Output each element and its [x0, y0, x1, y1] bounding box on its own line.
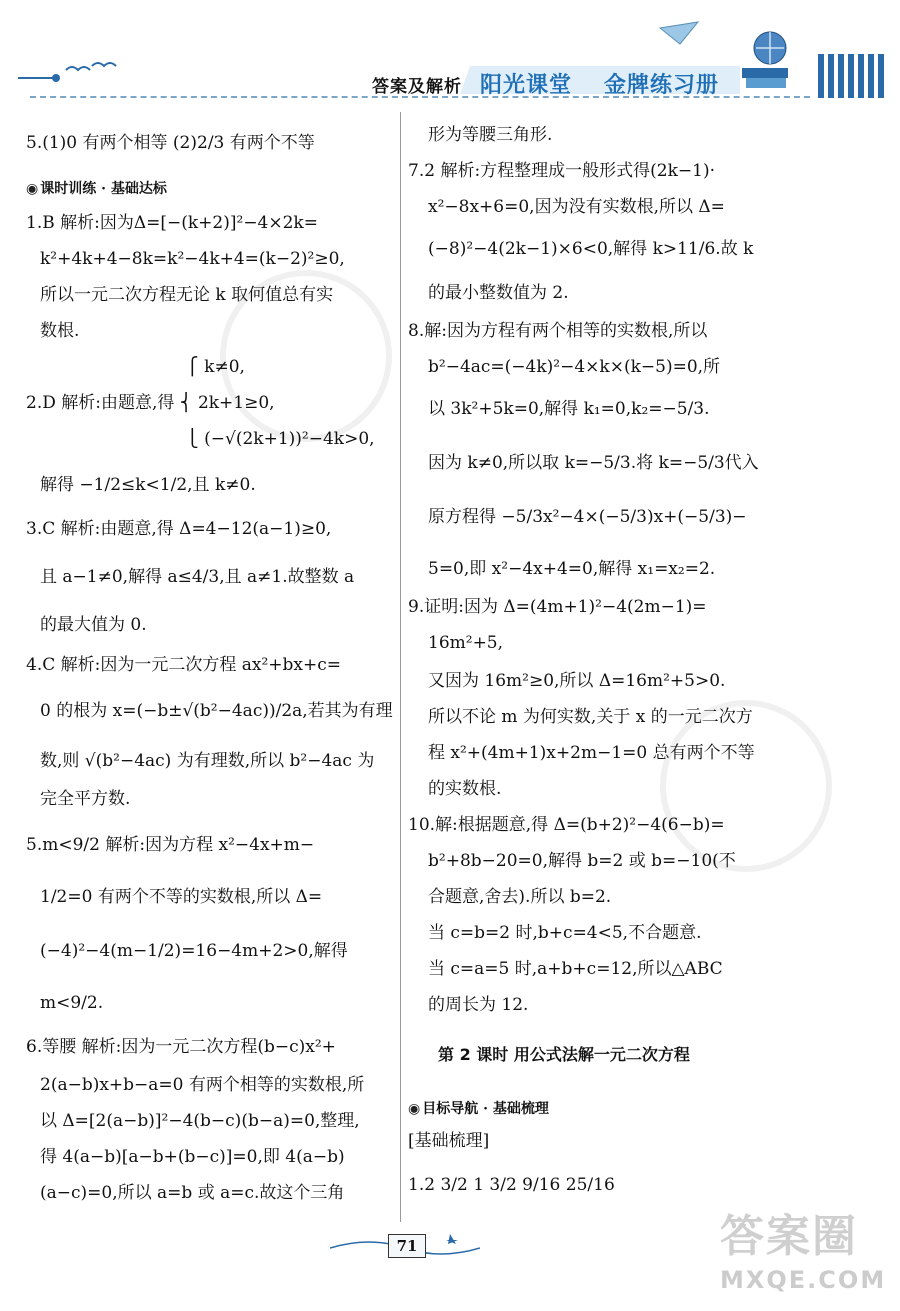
text-line: 2.D 解析:由题意,得 ⎨ 2k+1≥0, [26, 393, 275, 413]
header-section-title: 答案及解析 [372, 77, 462, 97]
text-line: 当 c=a=5 时,a+b+c=12,所以△ABC [428, 959, 723, 979]
text-line: 所以一元二次方程无论 k 取何值总有实 [40, 285, 334, 305]
text-line: ⎧ k≠0, [186, 357, 245, 377]
text-line: 的实数根. [428, 779, 502, 799]
text-line: 以 3k²+5k=0,解得 k₁=0,k₂=−5/3. [428, 399, 710, 419]
text-line: 16m²+5, [428, 633, 504, 653]
text-line: 1/2=0 有两个不等的实数根,所以 Δ= [40, 887, 323, 907]
text-line: 程 x²+(4m+1)x+2m−1=0 总有两个不等 [428, 743, 755, 763]
text-line: 5=0,即 x²−4x+4=0,解得 x₁=x₂=2. [428, 559, 716, 579]
text-line: 3.C 解析:由题意,得 Δ=4−12(a−1)≥0, [26, 519, 332, 539]
text-line: 的最小整数值为 2. [428, 283, 569, 303]
text-line: (−8)²−4(2k−1)×6<0,解得 k>11/6.故 k [428, 239, 754, 259]
text-line: 9.证明:因为 Δ=(4m+1)²−4(2m−1)= [408, 597, 707, 617]
brand-name-left: 阳光课堂 [480, 72, 573, 98]
paper-plane-icon [658, 20, 718, 50]
text-line: 1.B 解析:因为Δ=[−(k+2)]²−4×2k= [26, 213, 318, 233]
site-watermark [720, 1200, 887, 1294]
watermark-main: 答案圈 [720, 1211, 858, 1262]
text-line: (a−c)=0,所以 a=b 或 a=c.故这个三角 [40, 1183, 345, 1203]
text-line: (−4)²−4(m−1/2)=16−4m+2>0,解得 [40, 941, 348, 961]
text-line: [基础梳理] [408, 1131, 490, 1151]
page-number: 71 [388, 1234, 426, 1258]
text-line: 8.解:因为方程有两个相等的实数根,所以 [408, 321, 708, 341]
text-line: 1.2 3/2 1 3/2 9/16 25/16 [408, 1175, 615, 1195]
text-line: 0 的根为 x=(−b±√(b²−4ac))/2a,若其为有理 [40, 701, 393, 721]
text-line: b²+8b−20=0,解得 b=2 或 b=−10(不 [428, 851, 736, 871]
text-line: 得 4(a−b)[a−b+(b−c)]=0,即 4(a−b) [40, 1147, 345, 1167]
text-line: 的周长为 12. [428, 995, 529, 1015]
header-stripes [818, 54, 888, 98]
text-line: 合题意,舍去).所以 b=2. [428, 887, 612, 907]
text-line: 第 2 课时 用公式法解一元二次方程 [438, 1045, 690, 1064]
text-line: 又因为 16m²≥0,所以 Δ=16m²+5>0. [428, 671, 726, 691]
text-line: x²−8x+6=0,因为没有实数根,所以 Δ= [428, 197, 725, 217]
text-line: 2(a−b)x+b−a=0 有两个相等的实数根,所 [40, 1075, 365, 1095]
text-line: 5.(1)0 有两个相等 (2)2/3 有两个不等 [26, 133, 315, 153]
text-line: k²+4k+4−8k=k²−4k+4=(k−2)²≥0, [40, 249, 345, 269]
text-line: 7.2 解析:方程整理成一般形式得(2k−1)· [408, 161, 716, 181]
text-line: ◉ 目标导航 · 基础梳理 [408, 1098, 549, 1120]
text-line: b²−4ac=(−4k)²−4×k×(k−5)=0,所 [428, 357, 721, 377]
page-header [0, 0, 900, 110]
text-line: 当 c=b=2 时,b+c=4<5,不合题意. [428, 923, 702, 943]
text-line: 的最大值为 0. [40, 615, 147, 635]
text-line: 6.等腰 解析:因为一元二次方程(b−c)x²+ [26, 1037, 336, 1057]
text-line: 数,则 √(b²−4ac) 为有理数,所以 b²−4ac 为 [40, 751, 375, 771]
text-line: 原方程得 −5/3x²−4×(−5/3)x+(−5/3)− [428, 507, 747, 527]
text-line: 数根. [40, 321, 80, 341]
globe-books-icon [736, 28, 796, 98]
text-line: 形为等腰三角形. [428, 125, 553, 145]
text-line: 4.C 解析:因为一元二次方程 ax²+bx+c= [26, 655, 342, 675]
text-line: 完全平方数. [40, 789, 131, 809]
column-divider [400, 112, 401, 1222]
text-line: ⎩ (−√(2k+1))²−4k>0, [186, 429, 375, 449]
text-line: 10.解:根据题意,得 Δ=(b+2)²−4(6−b)= [408, 815, 725, 835]
text-line: 且 a−1≠0,解得 a≤4/3,且 a≠1.故整数 a [40, 567, 355, 587]
text-line: m<9/2. [40, 993, 104, 1013]
text-line: 5.m<9/2 解析:因为方程 x²−4x+m− [26, 835, 315, 855]
text-line: ◉ 课时训练 · 基础达标 [26, 178, 167, 200]
header-rule [30, 96, 810, 98]
brand-name-right: 金牌练习册 [604, 72, 720, 98]
text-line: 所以不论 m 为何实数,关于 x 的一元二次方 [428, 707, 753, 727]
text-line: 因为 k≠0,所以取 k=−5/3.将 k=−5/3代入 [428, 453, 759, 473]
watermark-url: MXQE.COM [720, 1266, 887, 1294]
text-line: 解得 −1/2≤k<1/2,且 k≠0. [40, 475, 256, 495]
text-line: 以 Δ=[2(a−b)]²−4(b−c)(b−a)=0,整理, [40, 1111, 360, 1131]
